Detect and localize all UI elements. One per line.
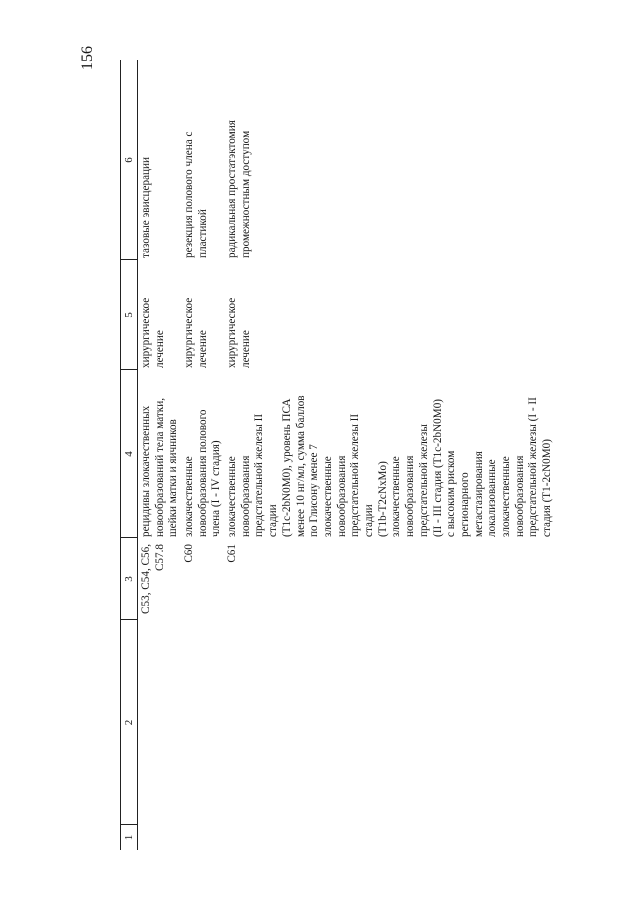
col-header-1: 1 <box>123 834 135 841</box>
col-header-5: 5 <box>123 312 135 318</box>
row-treatment: хирургическое лечение <box>140 297 166 368</box>
row-method: тазовые эвисцерации <box>140 156 152 258</box>
row-treatment: хирургическое лечение <box>226 297 252 368</box>
row-code: C53, C54, C56, C57.8 <box>140 544 166 614</box>
header-bottom-rule <box>137 60 138 850</box>
row-treatment: хирургическое лечение <box>183 297 209 368</box>
col-header-2: 2 <box>123 719 135 726</box>
row-code: C61 <box>226 544 238 563</box>
col-header-3: 3 <box>123 576 135 582</box>
row-code: C60 <box>183 544 195 563</box>
page-number: 156 <box>79 46 96 70</box>
row-description: злокачественные новообразования полового члена (I - IV стадия) <box>183 409 223 537</box>
rotated-table <box>120 60 580 850</box>
row-description: злокачественные новообразования предстательной железы II стадии (T1c-2bN0M0), уровень ПСА менее 10 нг/мл, сумма баллов по Глисону менее 7 злокачественные новообразования предстательной железы II стадии (T1b-T2cNxMo) злокачественные новообразования предстательной железы (II - III стадия (T1c-2bN0M0) с высоким риском регионарного метастазирования локализованные злокачественные новообразования предстательной железы (I - II стадия (T1-2cN0M0) <box>226 395 554 537</box>
col-header-4: 4 <box>123 451 135 457</box>
row-description: рецидивы злокачественных новообразований тела матки, шейки матки и яичников <box>140 397 180 537</box>
row-method: радикальная простатэктомия промежностным доступом <box>226 120 252 258</box>
table-top-rule <box>120 60 121 850</box>
row-method: резекция полового члена с пластикой <box>183 131 209 258</box>
col-header-6: 6 <box>123 157 135 163</box>
